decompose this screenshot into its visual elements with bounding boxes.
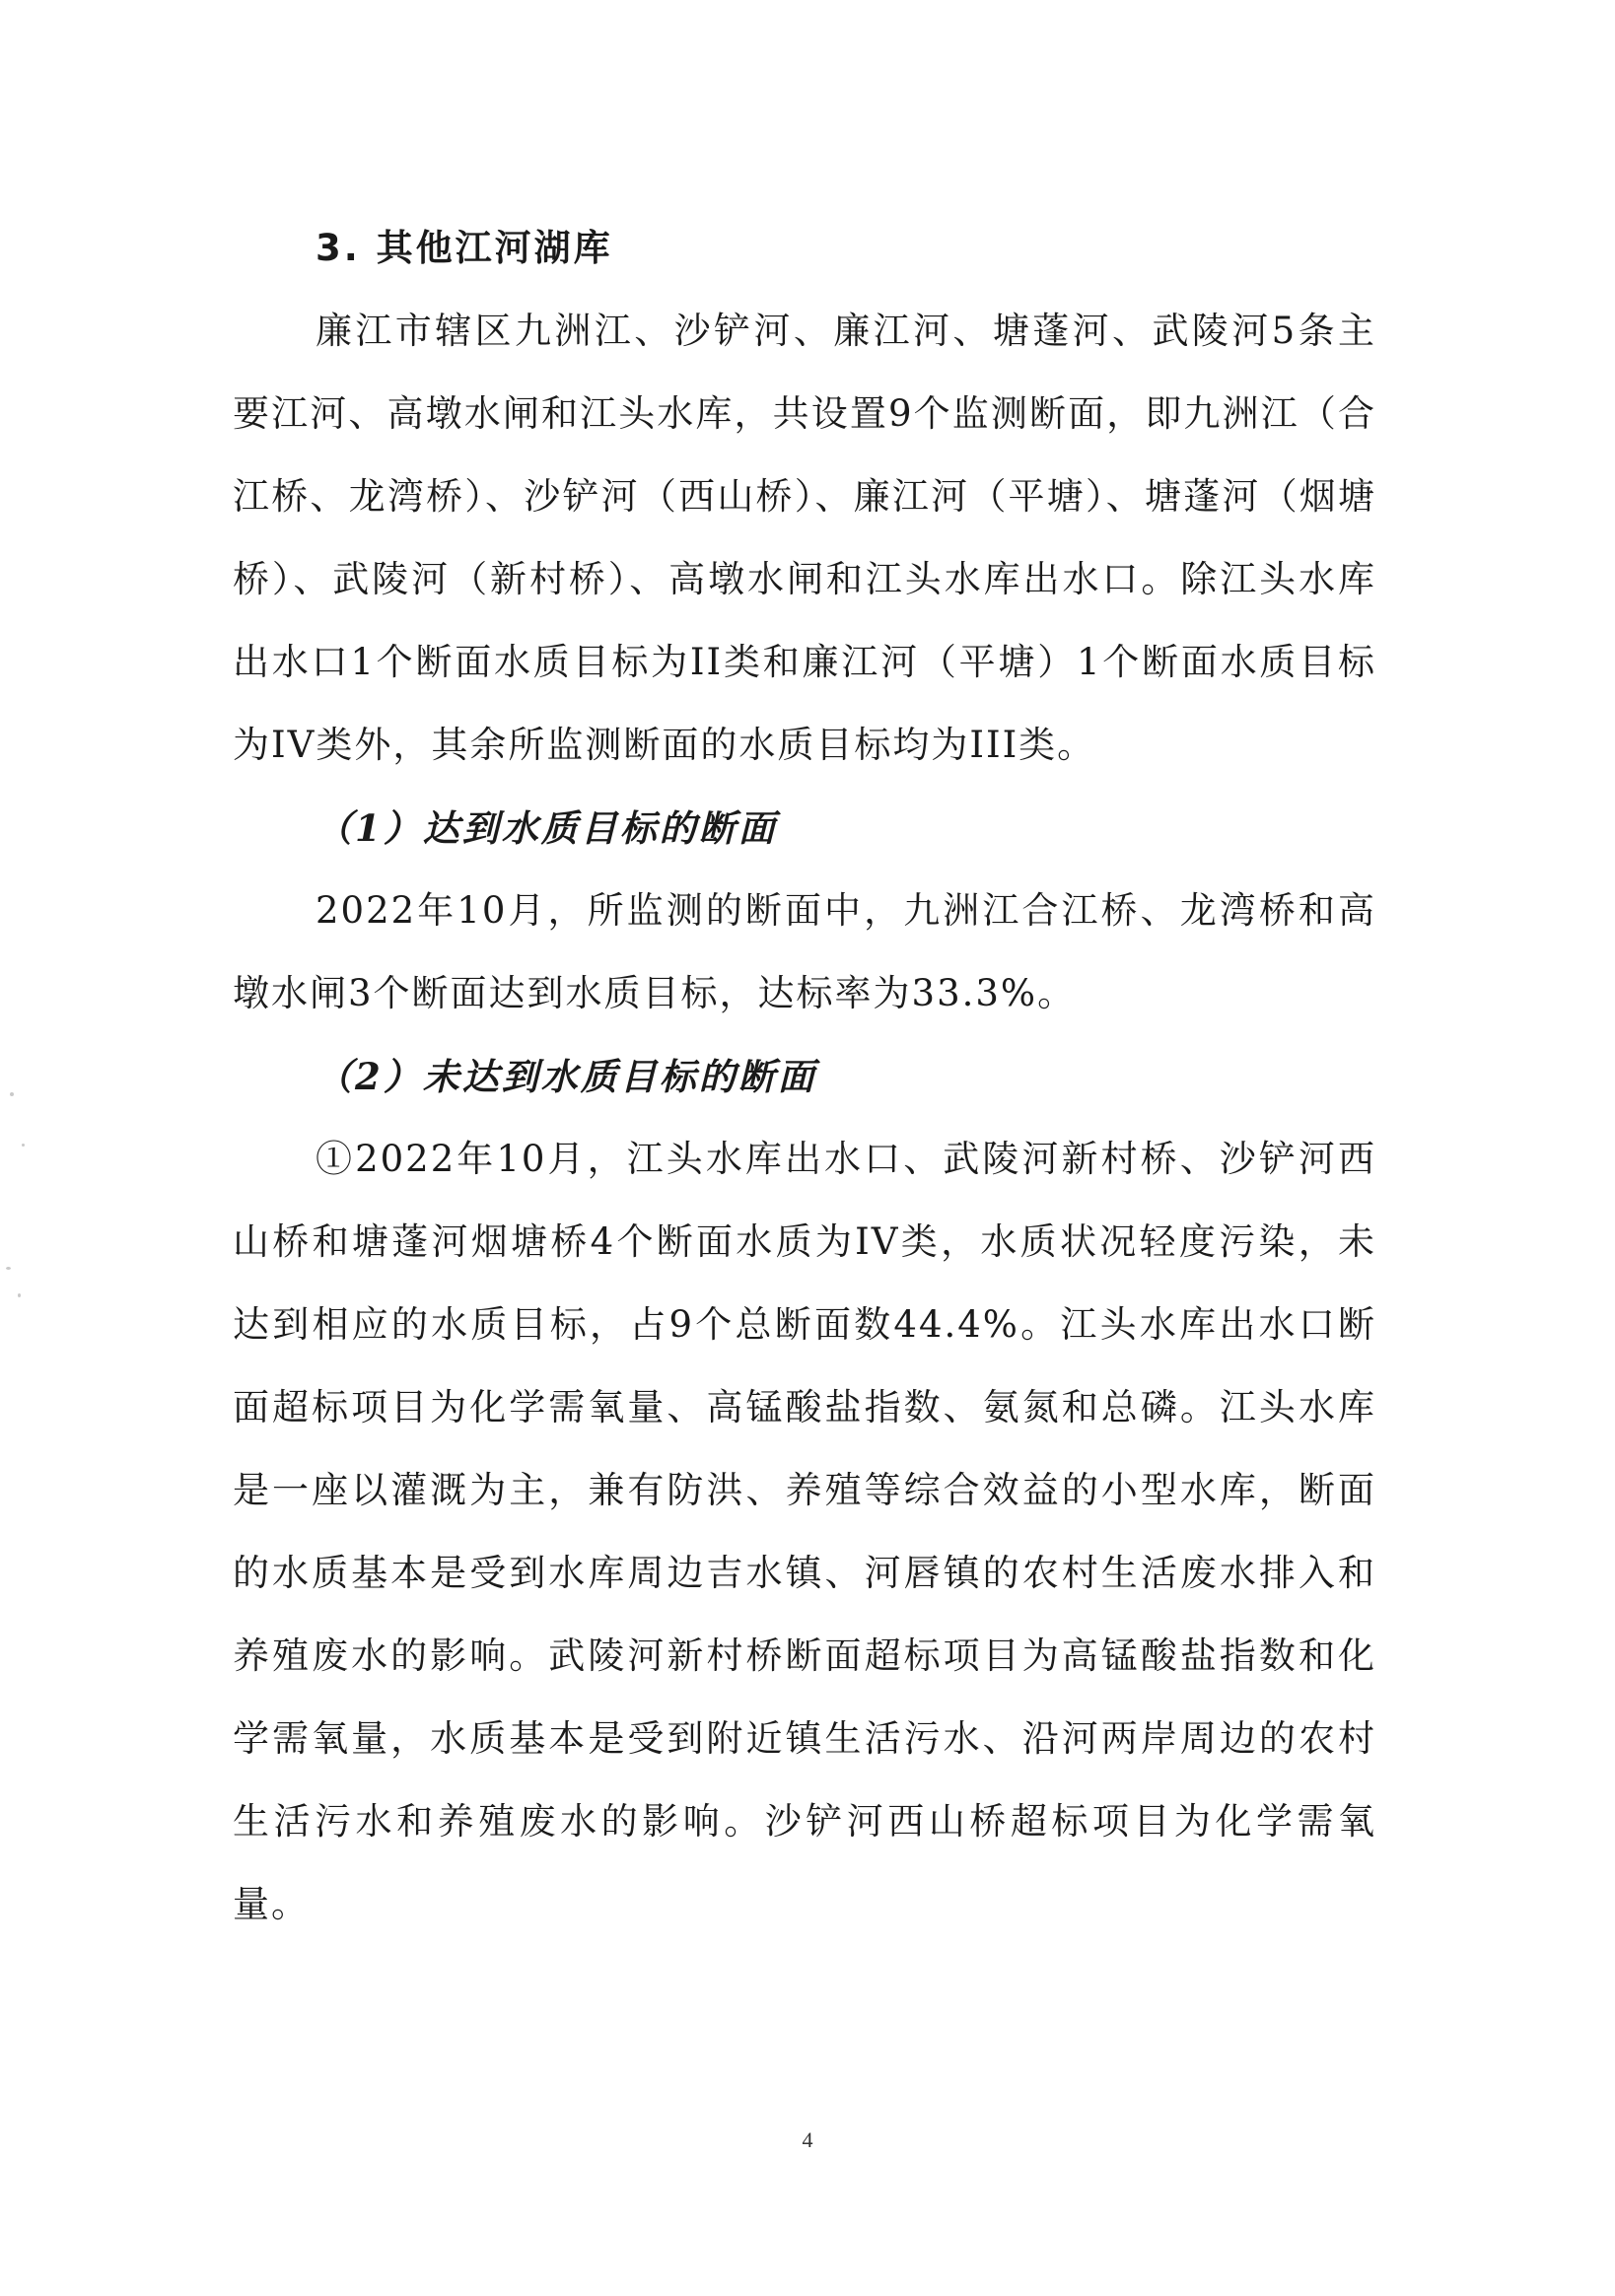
subsection-1-heading: （1）达到水质目标的断面 [316,806,778,850]
scan-speck [18,1293,21,1297]
subsection-2-heading: （2）未达到水质目标的断面 [316,1055,817,1098]
subsection-2-paragraph: ①2022年10月，江头水库出水口、武陵河新村桥、沙铲河西山桥和塘蓬河烟塘桥4个断面水质为IV类，水质状况轻度污染，未达到相应的水质目标，占9个总断面数44.4%。江头水库出水口断面超标项目为化学需氧量、高锰酸盐指数、氨氮和总磷。江头水库是一座以灌溉为主，兼有防洪、养殖等综合效益的小型水库，断面的水质基本是受到水库周边吉水镇、河唇镇的农村生活废水排入和养殖废水的影响。武陵河新村桥断面超标项目为高锰酸盐指数和化学需氧量，水质基本是受到附近镇生活污水、沿河两岸周边的农村生活污水和养殖废水的影响。沙铲河西山桥超标项目为化学需氧量。 [233,1138,1376,1925]
section-heading: 3. 其他江河湖库 [316,227,613,269]
document-body [233,207,1376,1946]
scan-speck [6,1267,11,1270]
intro-paragraph: 廉江市辖区九洲江、沙铲河、廉江河、塘蓬河、武陵河5条主要江河、高墩水闸和江头水库，共设置9个监测断面，即九洲江（合江桥、龙湾桥）、沙铲河（西山桥）、廉江河（平塘）、塘蓬河（烟塘桥）、武陵河（新村桥）、高墩水闸和江头水库出水口。除江头水库出水口1个断面水质目标为II类和廉江河（平塘）1个断面水质目标为IV类外，其余所监测断面的水质目标均为III类。 [233,310,1376,766]
scan-speck [22,1144,25,1147]
subsection-1-paragraph: 2022年10月，所监测的断面中，九洲江合江桥、龙湾桥和高墩水闸3个断面达到水质目标，达标率为33.3%。 [233,889,1376,1014]
page-number: 4 [802,2127,813,2152]
scan-speck [10,1092,14,1096]
